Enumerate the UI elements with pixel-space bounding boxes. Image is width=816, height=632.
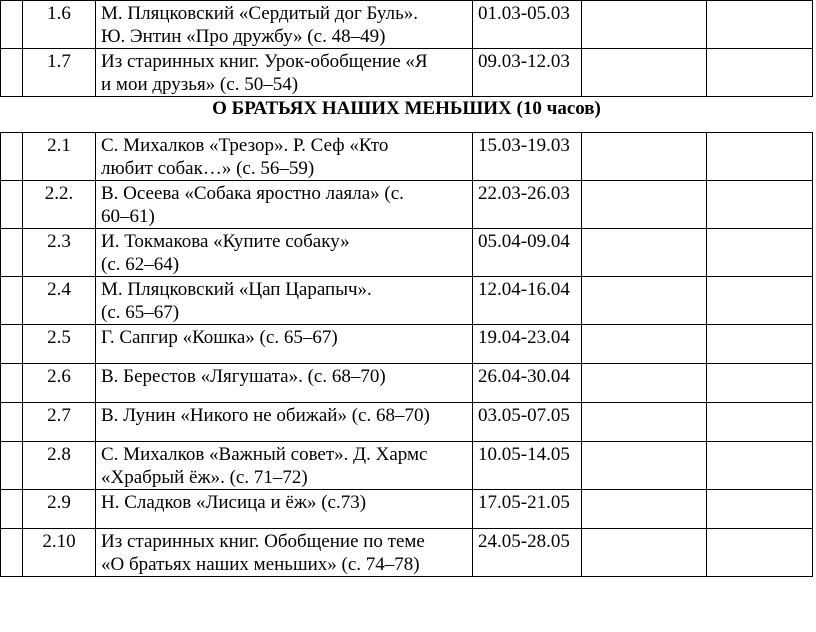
empty-cell	[582, 133, 707, 181]
table-row	[1, 403, 813, 442]
topic-line: «О братьях наших меньших» (с. 74–78)	[101, 554, 420, 575]
empty-cell	[707, 490, 813, 529]
empty-cell	[582, 181, 707, 229]
empty-cell	[582, 442, 707, 490]
lesson-dates: 19.04-23.04	[473, 325, 582, 364]
lesson-number: 2.1	[23, 133, 96, 181]
empty-cell	[582, 529, 707, 577]
topic-line: В. Лунин «Никого не обижай» (с. 68–70)	[101, 405, 430, 426]
lesson-dates: 24.05-28.05	[473, 529, 582, 577]
lesson-topic	[96, 181, 473, 229]
topic-line: Г. Сапгир «Кошка» (с. 65–67)	[101, 327, 338, 348]
row-margin-cell	[1, 490, 23, 529]
empty-cell	[582, 403, 707, 442]
row-margin-cell	[1, 529, 23, 577]
topic-line: В. Берестов «Лягушата». (с. 68–70)	[101, 366, 386, 387]
topic-line: Н. Сладков «Лисица и ёж» (с.73)	[101, 492, 367, 513]
row-margin-cell	[1, 181, 23, 229]
row-margin-cell	[1, 403, 23, 442]
row-margin-cell	[1, 364, 23, 403]
row-margin-cell	[1, 442, 23, 490]
row-margin-cell	[1, 49, 23, 97]
lesson-number: 2.7	[23, 403, 96, 442]
topic-line: С. Михалков «Важный совет». Д. Хармс	[101, 444, 428, 465]
table-row	[1, 325, 813, 364]
empty-cell	[707, 49, 813, 97]
topic-line: «Храбрый ёж». (с. 71–72)	[101, 467, 308, 488]
lesson-number: 2.9	[23, 490, 96, 529]
table-row	[1, 442, 813, 490]
section-title: О БРАТЬЯХ НАШИХ МЕНЬШИХ (10 часов)	[1, 97, 813, 133]
lesson-number: 1.6	[23, 1, 96, 49]
lesson-dates: 03.05-07.05	[473, 403, 582, 442]
empty-cell	[707, 133, 813, 181]
lesson-number: 2.8	[23, 442, 96, 490]
section-row	[1, 97, 813, 133]
lesson-dates: 12.04-16.04	[473, 277, 582, 325]
lesson-dates: 17.05-21.05	[473, 490, 582, 529]
lesson-topic	[96, 364, 473, 403]
topic-line: И. Токмакова «Купите собаку»	[101, 231, 350, 252]
empty-cell	[582, 364, 707, 403]
empty-cell	[707, 529, 813, 577]
table-row	[1, 364, 813, 403]
empty-cell	[582, 325, 707, 364]
empty-cell	[707, 181, 813, 229]
lesson-number: 2.10	[23, 529, 96, 577]
empty-cell	[582, 49, 707, 97]
lesson-topic	[96, 325, 473, 364]
table-row	[1, 1, 813, 49]
lesson-dates: 15.03-19.03	[473, 133, 582, 181]
lesson-number: 1.7	[23, 49, 96, 97]
table-row	[1, 277, 813, 325]
topic-line: В. Осеева «Собака яростно лаяла» (с.	[101, 183, 404, 204]
lesson-number: 2.6	[23, 364, 96, 403]
lesson-topic	[96, 529, 473, 577]
empty-cell	[707, 1, 813, 49]
topic-line: 60–61)	[101, 206, 155, 227]
topic-line: М. Пляцковский «Цап Царапыч».	[101, 279, 372, 300]
table-row	[1, 133, 813, 181]
topic-line: (с. 62–64)	[101, 254, 180, 275]
row-margin-cell	[1, 133, 23, 181]
lesson-topic	[96, 403, 473, 442]
topic-line: Из старинных книг. Урок-обобщение «Я	[101, 51, 428, 72]
topic-line: Ю. Энтин «Про дружбу» (с. 48–49)	[101, 26, 386, 47]
topic-line: и мои друзья» (с. 50–54)	[101, 74, 299, 95]
topic-line: Из старинных книг. Обобщение по теме	[101, 531, 425, 552]
empty-cell	[707, 229, 813, 277]
topic-line: любит собак…» (с. 56–59)	[101, 158, 315, 179]
table-row	[1, 229, 813, 277]
empty-cell	[582, 277, 707, 325]
lesson-topic	[96, 229, 473, 277]
lesson-topic	[96, 442, 473, 490]
topic-line: М. Пляцковский «Сердитый дог Буль».	[101, 3, 418, 24]
empty-cell	[707, 325, 813, 364]
table-row	[1, 529, 813, 577]
row-margin-cell	[1, 229, 23, 277]
empty-cell	[707, 403, 813, 442]
lesson-dates: 26.04-30.04	[473, 364, 582, 403]
lesson-dates: 05.04-09.04	[473, 229, 582, 277]
topic-line: (с. 65–67)	[101, 302, 180, 323]
lesson-topic	[96, 49, 473, 97]
lesson-dates: 22.03-26.03	[473, 181, 582, 229]
lesson-topic	[96, 1, 473, 49]
table-row	[1, 490, 813, 529]
empty-cell	[582, 229, 707, 277]
lesson-dates: 01.03-05.03	[473, 1, 582, 49]
table-row	[1, 49, 813, 97]
empty-cell	[582, 490, 707, 529]
table-row	[1, 181, 813, 229]
empty-cell	[707, 442, 813, 490]
lesson-number: 2.3	[23, 229, 96, 277]
lesson-number: 2.2.	[23, 181, 96, 229]
lesson-topic	[96, 490, 473, 529]
row-margin-cell	[1, 325, 23, 364]
row-margin-cell	[1, 277, 23, 325]
lesson-number: 2.5	[23, 325, 96, 364]
row-margin-cell	[1, 1, 23, 49]
lesson-topic	[96, 277, 473, 325]
lesson-topic	[96, 133, 473, 181]
empty-cell	[582, 1, 707, 49]
empty-cell	[707, 277, 813, 325]
lesson-dates: 10.05-14.05	[473, 442, 582, 490]
lesson-number: 2.4	[23, 277, 96, 325]
empty-cell	[707, 364, 813, 403]
topic-line: С. Михалков «Трезор». Р. Сеф «Кто	[101, 135, 389, 156]
lesson-dates: 09.03-12.03	[473, 49, 582, 97]
